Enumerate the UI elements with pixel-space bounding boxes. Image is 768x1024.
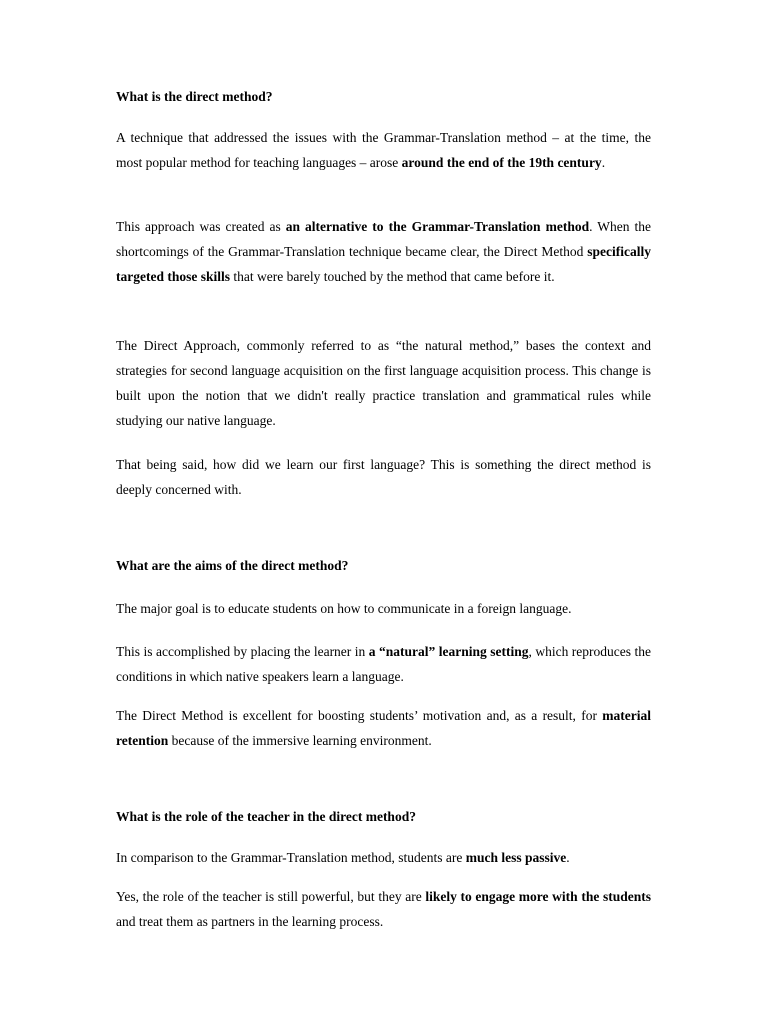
paragraph-teacher-engagement	[116, 884, 651, 934]
paragraph-natural-setting	[116, 639, 651, 689]
text-run: because of the immersive learning environment.	[168, 733, 432, 748]
text-run: A technique that addressed the issues with the Grammar-Translation method – at the time, the most popular method for teaching languages – arose	[116, 130, 651, 170]
paragraph-major-goal	[116, 596, 651, 621]
text-run: . When the shortcomings of the Grammar-Translation technique became clear, the Direct Method	[116, 219, 651, 259]
emphasis-text: around the end of the 19th century	[401, 155, 602, 170]
emphasis-text: much less passive	[465, 850, 567, 865]
paragraph-origin	[116, 125, 651, 175]
text-run: .	[566, 850, 570, 865]
text-run: That being said, how did we learn our first language? This is something the direct method is deeply concerned with.	[116, 457, 651, 497]
text-run: .	[601, 155, 606, 170]
text-run: The Direct Method is excellent for boosting students’ motivation and, as a result, for	[116, 708, 603, 723]
section-heading-aims: What are the aims of the direct method?	[116, 558, 349, 573]
emphasis-text: material retention	[116, 708, 651, 748]
text-run: Yes, the role of the teacher is still powerful, but they are	[116, 889, 426, 904]
text-run: The major goal is to educate students on how to communicate in a foreign language.	[116, 601, 572, 616]
paragraph-motivation	[116, 703, 651, 753]
paragraph-natural-method	[116, 333, 651, 433]
section-heading-definition: What is the direct method?	[116, 89, 273, 104]
text-run: , which reproduces the conditions in which native speakers learn a language.	[116, 644, 651, 684]
paragraph-less-passive	[116, 845, 651, 870]
text-run: In comparison to the Grammar-Translation method, students are	[116, 850, 466, 865]
text-run: that were barely touched by the method that came before it.	[230, 269, 555, 284]
text-run: This is accomplished by placing the learner in	[116, 644, 369, 659]
text-run: and treat them as partners in the learning process.	[116, 914, 384, 929]
emphasis-text: a “natural” learning setting	[368, 644, 529, 659]
text-run: This approach was created as	[116, 219, 286, 234]
section-heading-teacher-role: What is the role of the teacher in the direct method?	[116, 809, 416, 824]
paragraph-alternative	[116, 214, 651, 289]
text-run: The Direct Approach, commonly referred to as “the natural method,” bases the context and strategies for second language acquisition on the first language acquisition process. This change is built upon the notion that we didn't really practice translation and grammatical rules while studying our native language.	[116, 338, 651, 428]
emphasis-text: specifically targeted those skills	[116, 244, 651, 284]
paragraph-first-language	[116, 452, 651, 502]
emphasis-text: likely to engage more with the students	[425, 889, 651, 904]
emphasis-text: an alternative to the Grammar-Translation method	[285, 219, 590, 234]
